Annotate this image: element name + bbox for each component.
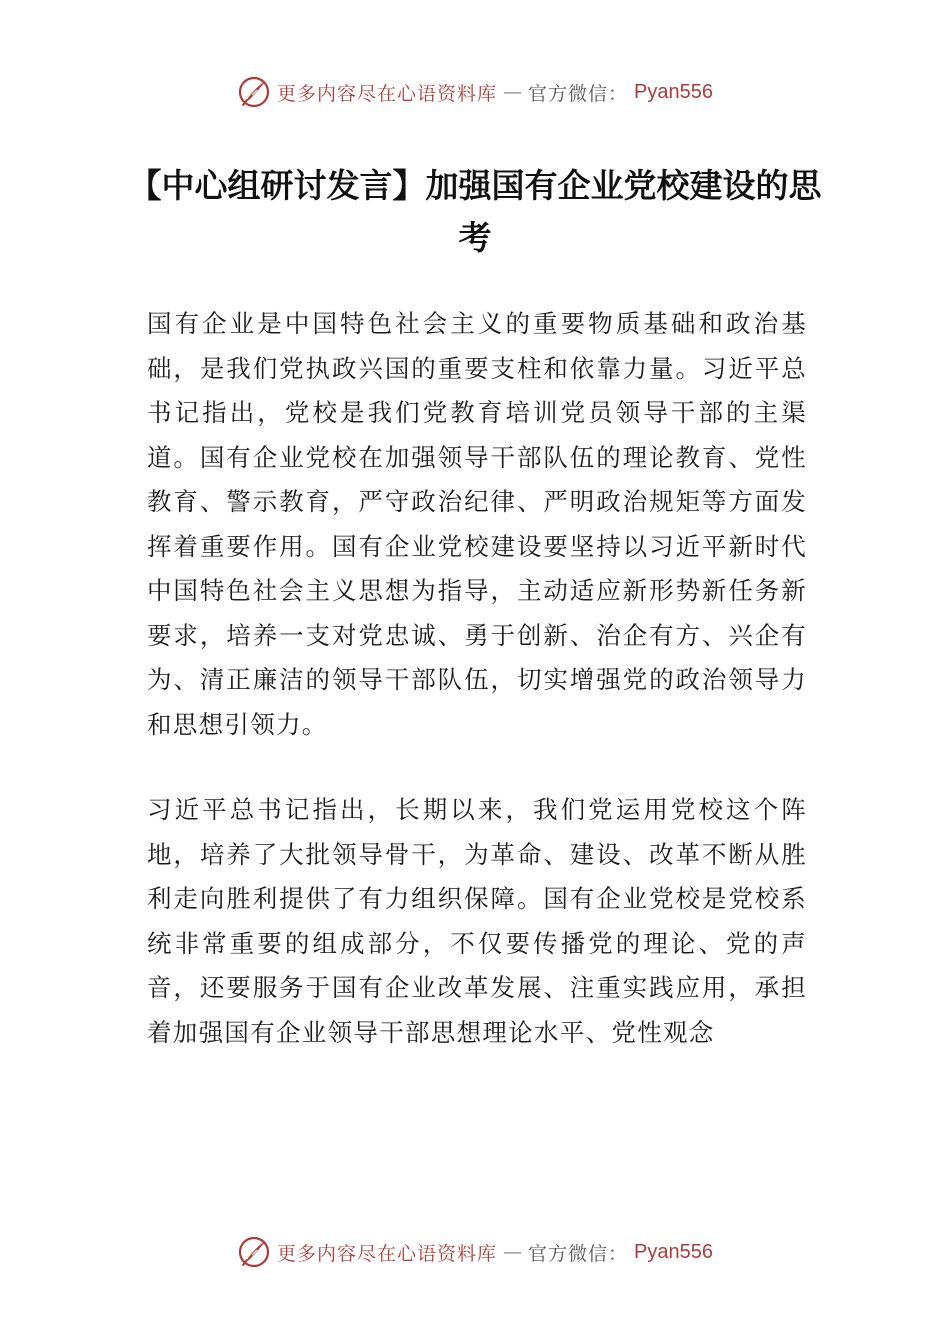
library-slogan: 更多内容尽在心语资料库 xyxy=(277,1242,498,1265)
banner-separator: — xyxy=(503,1241,523,1263)
paragraph-2: 习近平总书记指出，长期以来，我们党运用党校这个阵地，培养了大批领导骨干，为革命、建设、改革不断从胜利走向胜利提供了有力组织保障。国有企业党校是党校系统非常重要的组成部分，不仅要传播党的理论、党的声音，还要服务于国有企业改革发展、注重实践应用，承担着加强国有企业领导干部思想理论水平、党性观念 xyxy=(147,795,807,1047)
wechat-label: 官方微信： xyxy=(528,1242,629,1265)
wechat-id: Pyan556 xyxy=(634,80,713,103)
library-slogan: 更多内容尽在心语资料库 xyxy=(277,82,498,105)
paragraph-1: 国有企业是中国特色社会主义的重要物质基础和政治基础，是我们党执政兴国的重要支柱和依靠力量。习近平总书记指出，党校是我们党教育培训党员领导干部的主渠道。国有企业党校在加强领导干部队伍的理论教育、党性教育、警示教育，严守政治纪律、严明政治规矩等方面发挥着重要作用。国有企业党校建设要坚持以习近平新时代中国特色社会主义思想为指导，主动适应新形势新任务新要求，培养一支对党忠诚、勇于创新、治企有方、兴企有为、清正廉洁的领导干部队伍，切实增强党的政治领导力和思想引领力。 xyxy=(147,309,807,739)
wechat-id: Pyan556 xyxy=(634,1240,713,1263)
header-banner xyxy=(0,72,950,112)
document-title: 【中心组研讨发言】加强国有企业党校建设的思考 xyxy=(128,166,822,257)
footer-banner xyxy=(0,1232,950,1272)
wechat-label: 官方微信： xyxy=(528,82,629,105)
banner-separator: — xyxy=(503,81,523,103)
red-quill-logo-icon xyxy=(237,1235,271,1269)
red-quill-logo-icon xyxy=(237,75,271,109)
